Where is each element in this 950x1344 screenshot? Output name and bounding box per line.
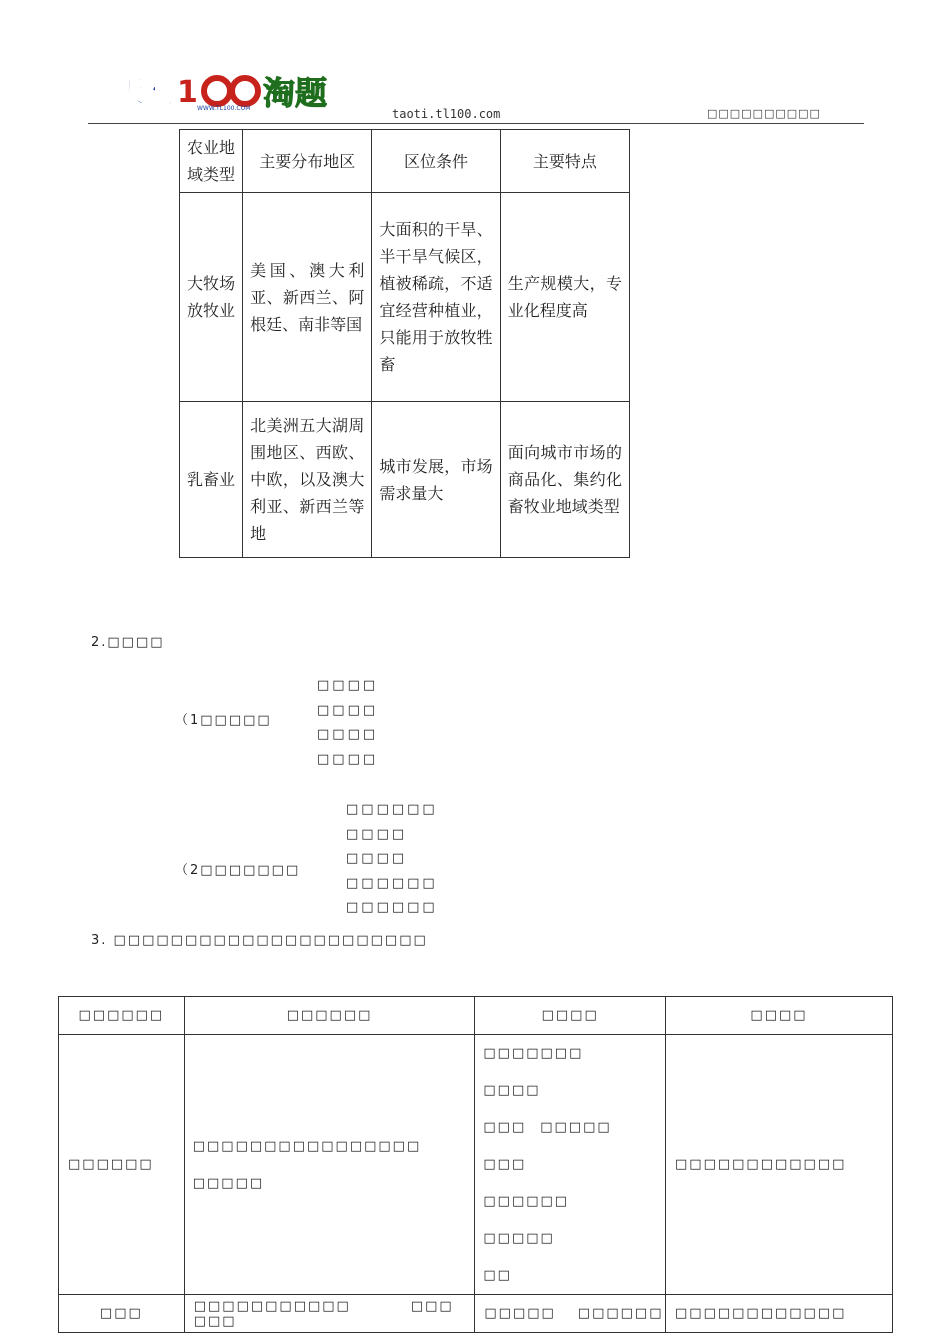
row-features: 生产规模大，专业化程度高 [500, 193, 629, 402]
row-regions: 美国、澳大利亚、新西兰、阿根廷、南非等国 [243, 193, 372, 402]
row-regions: 北美洲五大湖周围地区、西欧、中欧，以及澳大利亚、新西兰等地 [243, 402, 372, 558]
row-cell [475, 1035, 666, 1295]
table-row [180, 193, 630, 402]
row-features: 面向城市市场的商品化、集约化畜牧业地域类型 [500, 402, 629, 558]
cell-fragment: □□□□□ [483, 1231, 555, 1246]
list-item: □□□□□□ [346, 802, 438, 817]
row-conditions: 大面积的干旱、半干旱气候区，植被稀疏，不适宜经营种植业，只能用于放牧牲畜 [372, 193, 500, 402]
row-type: 大牧场放牧业 [180, 193, 243, 402]
logo [113, 70, 338, 112]
row-type: 乳畜业 [180, 402, 243, 558]
section-2-item-2-list [346, 798, 438, 921]
svg-text:天利: 天利 [115, 75, 175, 110]
cell-fragment: □□□□□ [484, 1306, 556, 1321]
header-regions: 主要分布地区 [243, 130, 372, 193]
site-url[interactable]: taoti.tl100.com [392, 107, 501, 121]
cell-line: □□ [483, 1268, 512, 1283]
cell-line [483, 1183, 665, 1257]
list-item: □□□□ [346, 826, 408, 842]
row-conditions: 城市发展，市场需求量大 [372, 402, 500, 558]
cell-line [483, 1035, 665, 1109]
row-cell [184, 1035, 475, 1295]
agriculture-table [179, 129, 630, 558]
table-header-row [180, 130, 630, 193]
section-2-item-1-label: （1□□□□□ [175, 713, 272, 728]
table-header-row [59, 997, 893, 1035]
section-2-item-1-list [317, 674, 378, 772]
list-item: □□□□ [317, 678, 379, 693]
header-cell: □□□□ [666, 997, 893, 1035]
header-cell: □□□□ [475, 997, 666, 1035]
header-type: 农业地域类型 [180, 130, 243, 193]
section-2-title: 2.□□□□ [91, 635, 165, 650]
row-cell: □□□□□□□□□□□□ [666, 1035, 893, 1295]
header-features: 主要特点 [500, 130, 629, 193]
cell-fragment: □□□□□□ [483, 1194, 570, 1209]
logo-graphic [113, 70, 338, 112]
list-item: □□□□ [346, 851, 408, 866]
cell-fragment: □□□□□□□ [483, 1046, 584, 1061]
section-3-title: 3. □□□□□□□□□□□□□□□□□□□□□□ [91, 933, 428, 948]
header-conditions: 区位条件 [372, 130, 500, 193]
table-row [59, 1035, 893, 1295]
comparison-table [58, 996, 893, 1333]
list-item: □□□□□□ [346, 900, 438, 915]
cell-fragment: □□□□ [483, 1083, 541, 1098]
list-item: □□□□ [317, 727, 379, 742]
list-item: □□□□□□ [346, 875, 438, 891]
header-right-text: □□□□□□□□□□ [707, 107, 821, 120]
header-cell: □□□□□□ [59, 997, 185, 1035]
cell-fragment: □□□ [193, 1313, 237, 1329]
cell-fragment: □□□□□ [540, 1120, 612, 1135]
cell-line: □□□□□ [192, 1175, 265, 1191]
svg-text:淘题: 淘题 [263, 74, 328, 112]
cell-fragment: □□□ [483, 1157, 527, 1172]
table-row [180, 402, 630, 558]
svg-text:1: 1 [177, 75, 198, 110]
row-cell [475, 1295, 666, 1333]
cell-fragment: □□□ [410, 1298, 454, 1314]
cell-fragment: □□□□□□□□□□□ [193, 1298, 351, 1314]
row-cell: □□□□□□□□□□□□ [666, 1295, 893, 1333]
section-2-item-2-label: （2□□□□□□□ [175, 863, 301, 878]
cell-line [483, 1109, 665, 1183]
header-divider [88, 123, 864, 124]
cell-line: □□□□□□□□□□□□□□□□ [192, 1138, 422, 1154]
header-cell: □□□□□□ [184, 997, 475, 1035]
row-cell: □□□□□□ [59, 1035, 185, 1295]
svg-text:WWW.TL100.COM: WWW.TL100.COM [197, 105, 251, 112]
list-item: □□□□ [317, 702, 379, 718]
cell-fragment: □□□□□□ [577, 1306, 664, 1321]
list-item: □□□□ [317, 751, 379, 767]
row-cell [184, 1295, 475, 1333]
cell-fragment: □□□ [483, 1120, 527, 1135]
row-cell: □□□ [59, 1295, 185, 1333]
table-row [59, 1295, 893, 1333]
